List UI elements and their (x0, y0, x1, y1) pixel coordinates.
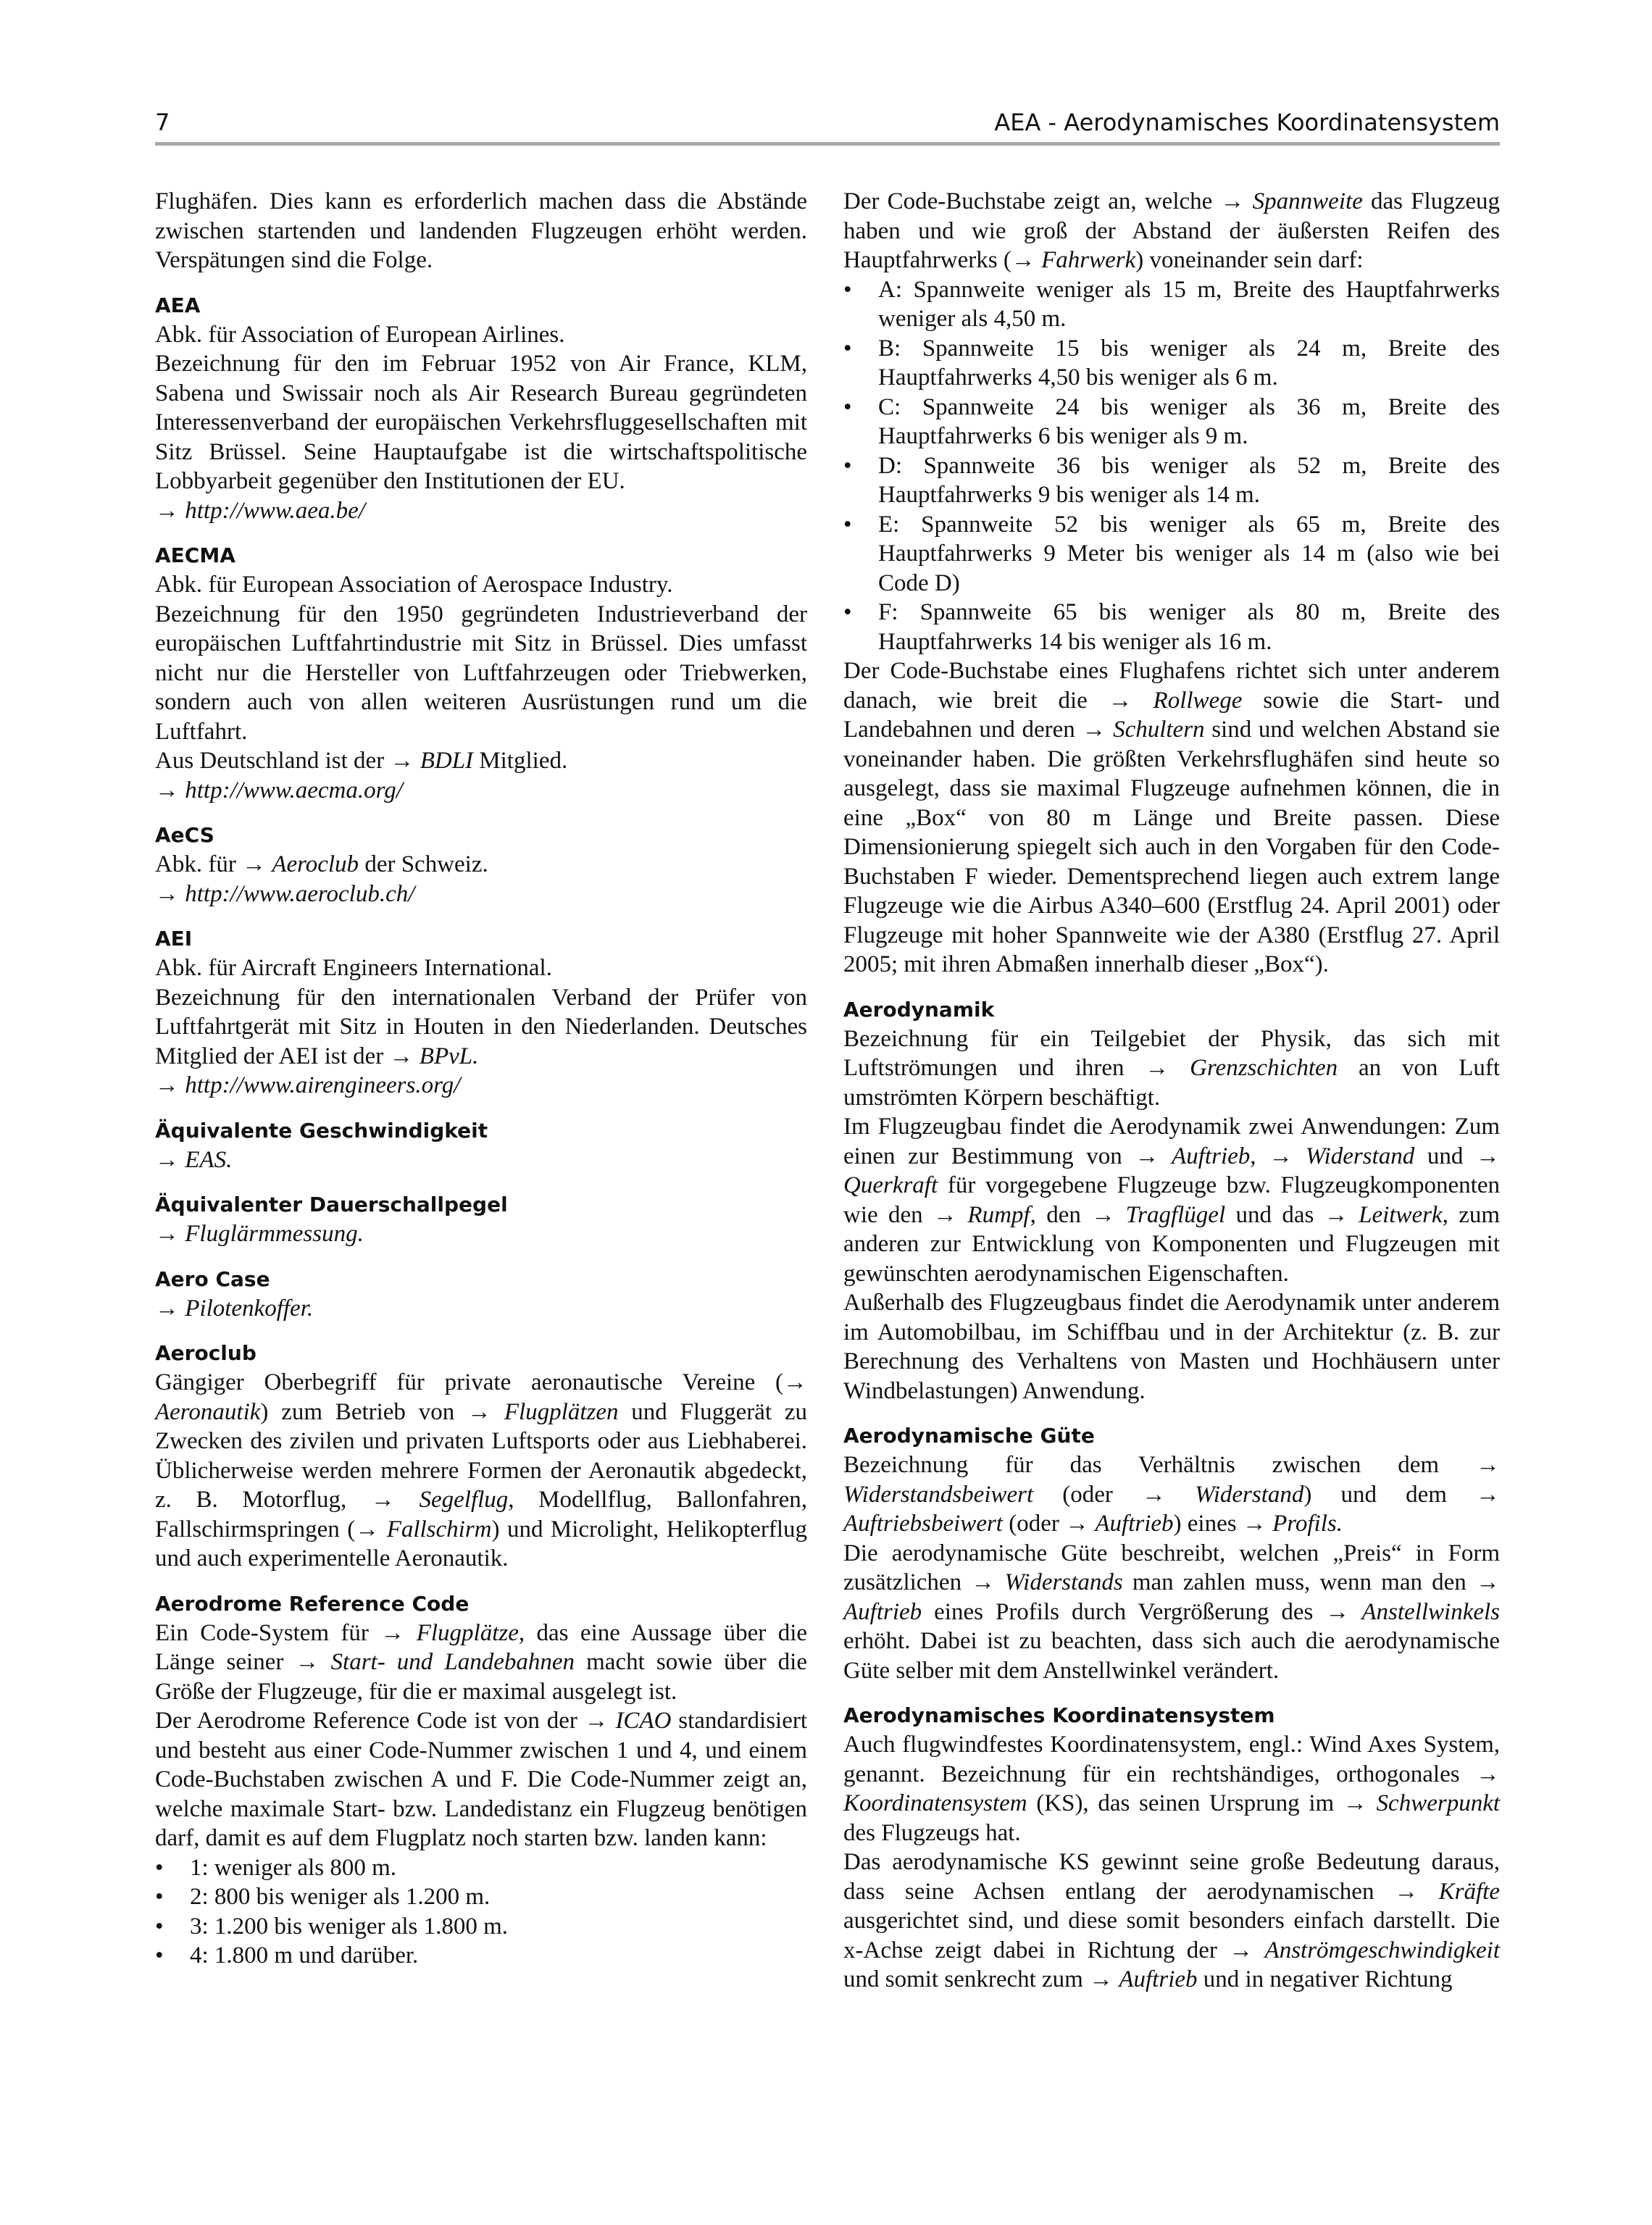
arrow-right-icon: → (1145, 1055, 1190, 1081)
arrow-right-icon: → (242, 851, 272, 877)
entry-code-letter (843, 187, 1500, 980)
cross-reference[interactable]: Profils. (1272, 1511, 1343, 1537)
entry-intro (155, 187, 807, 275)
running-title: AEA - Aerodynamisches Koordinatensystem (994, 109, 1500, 136)
arrow-right-icon: → (390, 748, 420, 774)
body-text: Abk. für Association of European Airlines. (155, 321, 565, 348)
list-item: • A: Spannweite weniger als 15 m, Breite des Hauptfahrwerks weniger als 4,50 m. (843, 275, 1500, 334)
term-heading: AEA (155, 293, 201, 317)
cross-reference[interactable]: Tragflügel (1125, 1201, 1226, 1228)
page-number: 7 (155, 109, 170, 136)
arrow-right-icon: → (155, 497, 185, 524)
list-item: • E: Spannweite 52 bis weniger als 65 m, Breite des Hauptfahrwerks 9 Meter bis weniger als 14 m (also wie bei Code D) (843, 510, 1500, 598)
cross-reference[interactable]: Aeronautik (155, 1398, 261, 1425)
entry-aequivalente-geschwindigkeit (155, 1116, 807, 1175)
body-text: Auch flugwindfestes Koordinatensystem, engl.: Wind Axes System, genannt. Bezeichnung für ein rechtshändiges, orthogonales → Koordinatensystem (KS), das seinen Ursprung im → Schwerpunkt des Flugzeugs hat. (843, 1732, 1501, 1846)
body-text: Abk. für → Aeroclub der Schweiz. (155, 851, 488, 877)
right-column (843, 187, 1500, 1995)
cross-reference[interactable]: Auftrieb (1119, 1966, 1198, 1992)
entry-aerodrome-reference-code (155, 1590, 807, 1971)
entry-aerodynamische-guete (843, 1422, 1500, 1685)
web-link[interactable]: http://www.aeroclub.ch/ (185, 880, 415, 907)
cross-reference[interactable]: Rumpf (967, 1201, 1030, 1228)
body-text: Aus Deutschland ist der → BDLI Mitglied. (155, 748, 568, 774)
list-item: • 2: 800 bis weniger als 1.200 m. (155, 1882, 807, 1912)
term-heading: AeCS (155, 823, 214, 847)
arrow-right-icon: → (1324, 1201, 1359, 1228)
arrow-right-icon: → (933, 1201, 968, 1228)
arrow-right-icon: → (1476, 1481, 1500, 1508)
arrow-right-icon: → (155, 1295, 185, 1322)
arrow-right-icon: → (971, 1569, 1005, 1595)
cross-reference[interactable]: Anströmgeschwindigkeit (1264, 1937, 1500, 1963)
cross-reference[interactable]: Schwerpunkt (1376, 1790, 1501, 1816)
arrow-right-icon: → (155, 1146, 185, 1173)
arrow-right-icon: → (155, 1072, 185, 1098)
arrow-right-icon: → (1089, 1966, 1119, 1992)
cross-reference[interactable]: Querkraft (843, 1172, 938, 1198)
cross-reference[interactable]: EAS. (185, 1146, 233, 1173)
arrow-right-icon: → (467, 1398, 504, 1425)
arrow-right-icon: → (1476, 1143, 1501, 1169)
body-text: Der Code-Buchstabe eines Flughafens richtet sich unter anderem danach, wie breit die → Rollwege sowie die Start- und Landebahnen und deren → Schultern sind und welchen Abstand sie voneinander haben. Die größten Verkehrsflughäfen sind heute so ausgelegt, dass sie maximal Flugzeuge aufnehmen können, die in eine „Box“ von 80 m Länge und Breite passen. Diese Dimensionierung spiegelt sich auch in den Vorgaben für den Code-Buchstaben F wieder. Dementsprechend liegen auch extrem lange Flugzeuge wie die Airbus A340–600 (Erstflug 24. April 2001) oder Flugzeuge mit hoher Spannweite wie der A380 (Erstflug 27. April 2005; mit ihren Abmaßen innerhalb dieser „Box“). (843, 658, 1501, 977)
term-heading: Äquivalenter Dauerschallpegel (155, 1193, 508, 1216)
arrow-right-icon: → (155, 880, 185, 907)
cross-reference[interactable]: Auftrieb (1095, 1511, 1174, 1537)
body-text: Bezeichnung für ein Teilgebiet der Physik, das sich mit Luftströmungen und ihren → Grenzschichten an von Luft umströmten Körpern beschäftigt. (843, 1025, 1501, 1111)
cross-reference[interactable]: Segelflug (419, 1487, 509, 1513)
code-number-list (155, 1853, 807, 1971)
cross-reference[interactable]: Fahrwerk (1041, 247, 1136, 273)
cross-reference[interactable]: Schultern (1113, 717, 1205, 743)
term-heading: Äquivalente Geschwindigkeit (155, 1118, 488, 1143)
arrow-right-icon: → (155, 777, 185, 803)
body-text: Der Code-Buchstabe zeigt an, welche → Spannweite das Flugzeug haben und wie groß der Abstand der äußersten Reifen des Hauptfahrwerks (→ Fahrwerk) voneinander sein darf: (843, 188, 1501, 273)
body-text (155, 1145, 807, 1175)
arrow-right-icon: → (1269, 1143, 1306, 1169)
cross-reference[interactable]: Flugplätzen (504, 1398, 619, 1425)
body-text: Bezeichnung für den im Februar 1952 von Air France, KLM, Sabena und Swissair noch als Air Research Bureau gegründeten Interessenverband der europäischen Verkehrsfluggesellschaften mit Sitz Brüssel. Seine Hauptaufgabe ist die wirtschaftspolitische Lobbyarbeit gegenüber den Institutionen der EU. (155, 351, 807, 494)
cross-reference[interactable]: BDLI (420, 748, 474, 774)
entry-aequivalenter-dauerschallpegel (155, 1190, 807, 1249)
entry-aecma (155, 541, 807, 805)
cross-reference[interactable]: Auftriebsbeiwert (843, 1511, 1003, 1537)
arrow-right-icon: → (1394, 1878, 1439, 1905)
arrow-right-icon: → (1091, 1201, 1126, 1228)
link-line[interactable] (155, 880, 807, 909)
term-heading: Aerodynamische Güte (843, 1424, 1095, 1448)
arrow-right-icon: → (355, 1516, 387, 1543)
body-text: Ein Code-System für → Flugplätze, das eine Aussage über die Länge seiner → Start- und Landebahnen macht sowie über die Größe der Flugzeuge, für die er maximal ausgelegt ist. (155, 1619, 808, 1705)
entry-aea (155, 291, 807, 526)
arrow-right-icon: → (155, 1221, 185, 1247)
entry-aerodynamik (843, 995, 1500, 1406)
arrow-right-icon: → (1343, 1790, 1377, 1816)
cross-reference[interactable]: Fallschirm (386, 1516, 492, 1543)
link-line[interactable] (155, 496, 807, 526)
cross-reference[interactable]: Auftrieb (843, 1598, 922, 1625)
term-heading: AECMA (155, 543, 235, 567)
cross-reference[interactable]: Grenzschichten (1190, 1055, 1338, 1081)
entry-aero-case (155, 1265, 807, 1324)
cross-reference[interactable]: Widerstandsbeiwert (843, 1481, 1034, 1508)
entry-aei (155, 924, 807, 1101)
cross-reference[interactable]: Kräfte (1438, 1878, 1500, 1905)
body-text: Außerhalb des Flugzeugbaus findet die Aerodynamik unter anderem im Automobilbau, im Schiffbau und in der Architektur (z. B. zur Berechnung des Verhaltens von Masten und Hochhäusern unter Windbelastungen) Anwendung. (843, 1290, 1500, 1404)
body-text: Das aerodynamische KS gewinnt seine große Bedeutung daraus, dass seine Achsen entlang der aerodynamischen → Kräfte ausgerichtet sind, und diese somit besonders einfach darstellt. Die x-Achse zeigt dabei in Richtung der → Anströmgeschwindigkeit und somit senkrecht zum → Auftrieb und in negativer Richtung (843, 1849, 1500, 1992)
cross-reference[interactable]: Koordinatensystem (843, 1790, 1027, 1816)
term-heading: Aerodrome Reference Code (155, 1591, 470, 1616)
arrow-right-icon: → (1011, 247, 1042, 273)
arrow-right-icon: → (1229, 1937, 1265, 1963)
term-heading: Aerodynamisches Koordinatensystem (843, 1703, 1275, 1727)
term-heading: Aero Case (155, 1266, 270, 1291)
arrow-right-icon: → (1082, 717, 1114, 743)
arrow-right-icon: → (1242, 1511, 1273, 1537)
entry-aeroclub (155, 1339, 807, 1574)
body-text (155, 1219, 807, 1249)
header-rule (155, 142, 1500, 146)
page-header (155, 101, 1500, 145)
arrow-right-icon: → (1476, 1569, 1501, 1595)
arrow-right-icon: → (1325, 1598, 1362, 1625)
cross-reference[interactable]: Flugplätze (416, 1619, 519, 1646)
cross-reference[interactable]: Widerstand (1195, 1481, 1304, 1508)
web-link[interactable]: http://www.aea.be/ (185, 497, 365, 524)
cross-reference[interactable]: Start- und Landebahnen (330, 1649, 575, 1675)
list-item: • D: Spannweite 36 bis weniger als 52 m, Breite des Hauptfahrwerks 9 bis weniger als 14 m. (843, 451, 1500, 510)
cross-reference[interactable]: Auftrieb (1172, 1143, 1251, 1169)
cross-reference[interactable]: Fluglärmmessung. (185, 1221, 364, 1247)
list-item: • 1: weniger als 800 m. (155, 1853, 807, 1883)
body-text: Bezeichnung für den 1950 gegründeten Industrieverband der europäischen Luftfahrtindustrie mit Sitz in Brüssel. Dies umfasst nicht nur die Hersteller von Luftfahrzeugen oder Triebwerken, sondern auch von allen weiteren Ausrüstungen rund um die Luftfahrt. (155, 601, 807, 745)
body-text: Bezeichnung für den internationalen Verband der Prüfer von Luftfahrtgerät mit Sitz in Houten in den Niederlanden. Deutsches Mitglied der AEI ist der → BPvL. (155, 984, 807, 1069)
cross-reference[interactable]: Widerstands (1004, 1569, 1123, 1595)
cross-reference[interactable]: Pilotenkoffer. (185, 1295, 314, 1322)
arrow-right-icon: → (584, 1708, 616, 1734)
web-link[interactable]: http://www.aecma.org/ (185, 777, 403, 803)
arrow-right-icon: → (1108, 687, 1154, 714)
arrow-right-icon: → (1476, 1452, 1500, 1478)
body-text: Im Flugzeugbau findet die Aerodynamik zwei Anwendungen: Zum einen zur Bestimmung von → Auftrieb, → Widerstand und → Querkraft für vorgegebene Flugzeuge bzw. Flugzeugkomponenten wie den → Rumpf, den → Tragflügel und das → Leitwerk, zum anderen zur Entwicklung von Komponenten und Flugzeugen mit gewünschten aerodynamischen Eigenschaften. (843, 1114, 1501, 1287)
cross-reference[interactable]: Anstellwinkels (1361, 1598, 1501, 1625)
link-line[interactable] (155, 776, 807, 806)
code-letter-list (843, 275, 1500, 657)
arrow-right-icon: → (380, 1619, 417, 1646)
list-item: • 4: 1.800 m und darüber. (155, 1941, 807, 1971)
cross-reference[interactable]: Spannweite (1252, 188, 1363, 214)
body-text: Die aerodynamische Güte beschreibt, welchen „Preis“ in Form zusätzlichen → Widerstands man zahlen muss, wenn man den → Auftrieb eines Profils durch Vergrößerung des → Anstellwinkels erhöht. Dabei ist zu beachten, dass sich auch die aerodynamische Güte selber mit dem Anstellwinkel verändert. (843, 1540, 1501, 1684)
body-text: Abk. für Aircraft Engineers International. (155, 955, 552, 981)
body-text: Abk. für European Association of Aerospace Industry. (155, 572, 673, 598)
list-item: • 3: 1.200 bis weniger als 1.800 m. (155, 1912, 807, 1942)
arrow-right-icon: → (1135, 1143, 1172, 1169)
entry-aecs (155, 821, 807, 909)
left-column (155, 187, 807, 1971)
entry-aerodynamisches-koordinatensystem (843, 1701, 1500, 1995)
cross-reference[interactable]: ICAO (615, 1708, 672, 1734)
body-text: Der Aerodrome Reference Code ist von der → ICAO standardisiert und besteht aus einer Code-Nummer zwischen 1 und 4, und einem Code-Buchstaben zwischen A und F. Die Code-Nummer zeigt an, welche maximale Start- bzw. Landedistanz ein Flugzeug benötigen darf, damit es auf dem Flugplatz noch starten bzw. landen kann: (155, 1708, 808, 1851)
link-line[interactable] (155, 1071, 807, 1101)
arrow-right-icon: → (1220, 188, 1253, 214)
arrow-right-icon: → (1065, 1511, 1096, 1537)
body-text: Bezeichnung für das Verhältnis zwischen dem → Widerstandsbeiwert (oder → Widerstand) und dem → Auftriebsbeiwert (oder → Auftrieb) eines → Profils. (843, 1452, 1500, 1537)
arrow-right-icon: → (295, 1649, 331, 1675)
arrow-right-icon: → (389, 1043, 420, 1069)
cross-reference[interactable]: Leitwerk (1359, 1201, 1443, 1228)
cross-reference[interactable]: Rollwege (1153, 687, 1243, 714)
list-item: • F: Spannweite 65 bis weniger als 80 m, Breite des Hauptfahrwerks 14 bis weniger als 16 m. (843, 598, 1500, 656)
cross-reference[interactable]: Widerstand (1305, 1143, 1415, 1169)
intro-text: Flughäfen. Dies kann es erforderlich machen dass die Abstände zwischen startenden und landenden Flugzeugen erhöht werden. Verspätungen sind die Folge. (155, 188, 807, 273)
body-text (155, 1294, 807, 1324)
arrow-right-icon: → (370, 1487, 420, 1513)
list-item: • C: Spannweite 24 bis weniger als 36 m, Breite des Hauptfahrwerks 6 bis weniger als 9 m. (843, 393, 1500, 451)
arrow-right-icon: → (783, 1369, 807, 1395)
term-heading: Aeroclub (155, 1341, 256, 1365)
arrow-right-icon: → (1476, 1761, 1500, 1787)
term-heading: AEI (155, 927, 193, 951)
list-item: • B: Spannweite 15 bis weniger als 24 m, Breite des Hauptfahrwerks 4,50 bis weniger als 6 m. (843, 334, 1500, 393)
web-link[interactable]: http://www.airengineers.org/ (185, 1072, 461, 1098)
body-text: Gängiger Oberbegriff für private aeronautische Vereine (→ Aeronautik) zum Betrieb von → Flugplätzen und Fluggerät zu Zwecken des zivilen und privaten Luftsports oder aus Liebhaberei. Üblicherweise werden mehrere Formen der Aeronautik abgedeckt, z. B. Motorflug, → Segelflug, Modellflug, Ballonfahren, Fallschirmspringen (→ Fallschirm) und Microlight, Helikopterflug und auch experimentelle Aeronautik. (155, 1369, 808, 1571)
cross-reference[interactable]: BPvL. (419, 1043, 479, 1069)
cross-reference[interactable]: Aeroclub (272, 851, 359, 877)
term-heading: Aerodynamik (843, 997, 995, 1022)
arrow-right-icon: → (1141, 1481, 1196, 1508)
